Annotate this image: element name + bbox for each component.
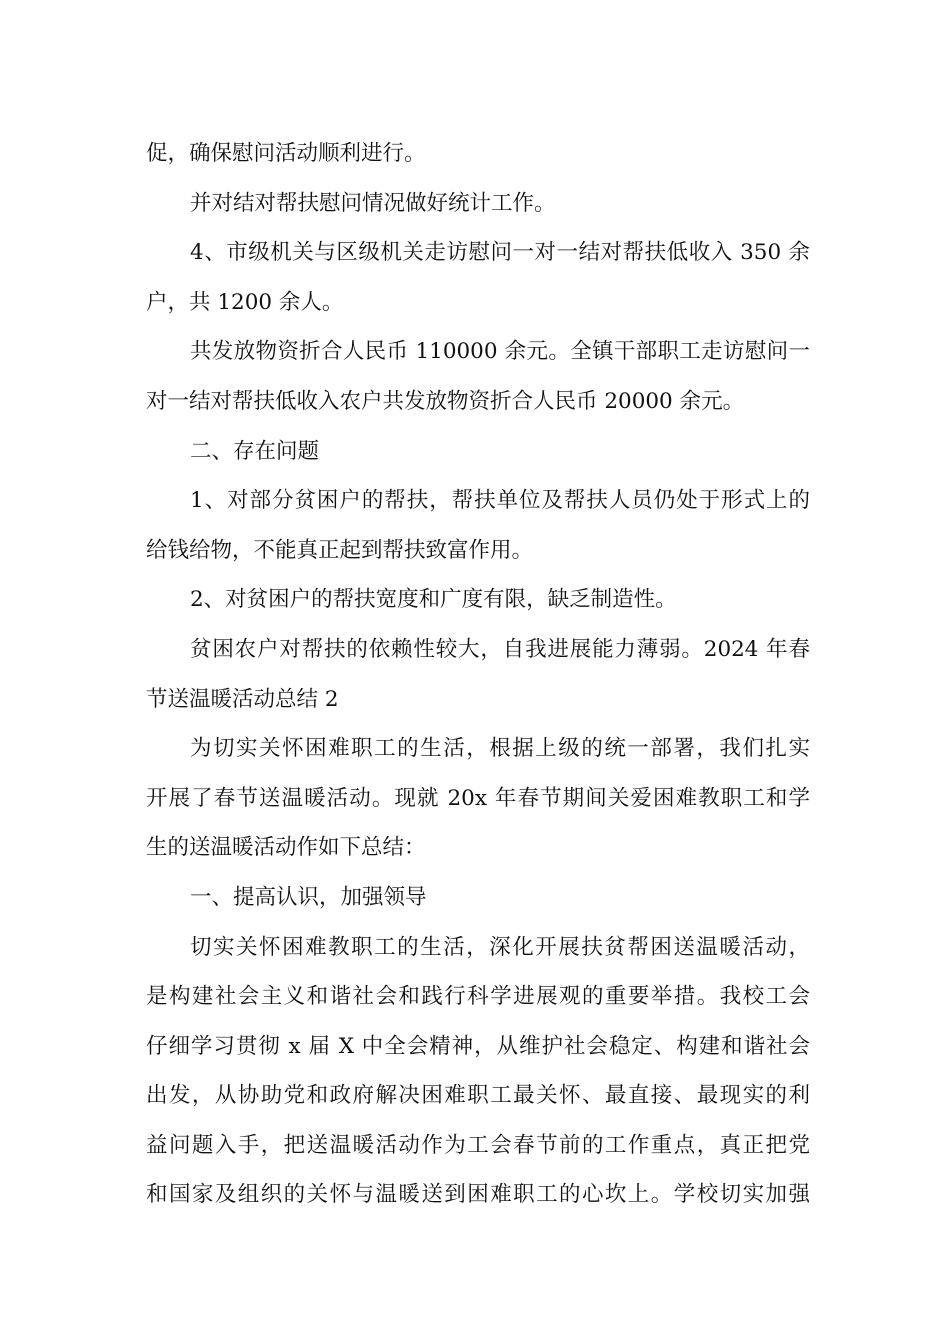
text-line: 2、对贫困户的帮扶宽度和广度有限，缺乏制造性。 <box>190 587 677 613</box>
document-body <box>146 129 810 1220</box>
section-heading: 一、提高认识，加强领导 <box>190 884 427 910</box>
text-line: 切实关怀困难教职工的生活，深化开展扶贫帮困送温暖活动， <box>190 934 810 960</box>
text-line: 是构建社会主义和谐社会和践行科学进展观的重要举措。我校工会 <box>146 984 810 1010</box>
text-line: 生的送温暖活动作如下总结： <box>146 835 426 861</box>
text-line: 开展了春节送温暖活动。现就 20x 年春节期间关爱困难教职工和学 <box>146 785 810 811</box>
text-line: 节送温暖活动总结 2 <box>146 686 339 712</box>
text-line: 并对结对帮扶慰问情况做好统计工作。 <box>190 190 556 216</box>
text-line: 仔细学习贯彻 x 届 X 中全会精神，从维护社会稳定、构建和谐社会 <box>146 1033 810 1059</box>
text-line: 共发放物资折合人民币 110000 余元。全镇干部职工走访慰问一 <box>190 339 810 365</box>
text-line: 益问题入手，把送温暖活动作为工会春节前的工作重点，真正把党 <box>146 1132 810 1158</box>
text-line: 促，确保慰问活动顺利进行。 <box>146 141 426 166</box>
text-line: 贫困农户对帮扶的依赖性较大，自我进展能力薄弱。2024 年春 <box>190 636 810 662</box>
text-line: 出发，从协助党和政府解决困难职工最关怀、最直接、最现实的利 <box>146 1083 810 1109</box>
text-line: 对一结对帮扶低收入农户共发放物资折合人民币 20000 余元。 <box>146 388 745 414</box>
text-line: 给钱给物，不能真正起到帮扶致富作用。 <box>146 537 534 563</box>
text-line: 4、市级机关与区级机关走访慰问一对一结对帮扶低收入 350 余 <box>190 240 810 266</box>
text-line: 户，共 1200 余人。 <box>146 289 344 315</box>
section-heading: 二、存在问题 <box>190 438 320 464</box>
text-line: 1、对部分贫困户的帮扶，帮扶单位及帮扶人员仍处于形式上的 <box>190 488 810 514</box>
text-line: 和国家及组织的关怀与温暖送到困难职工的心坎上。学校切实加强 <box>146 1182 810 1208</box>
text-line: 为切实关怀困难职工的生活，根据上级的统一部署，我们扎实 <box>190 736 810 762</box>
